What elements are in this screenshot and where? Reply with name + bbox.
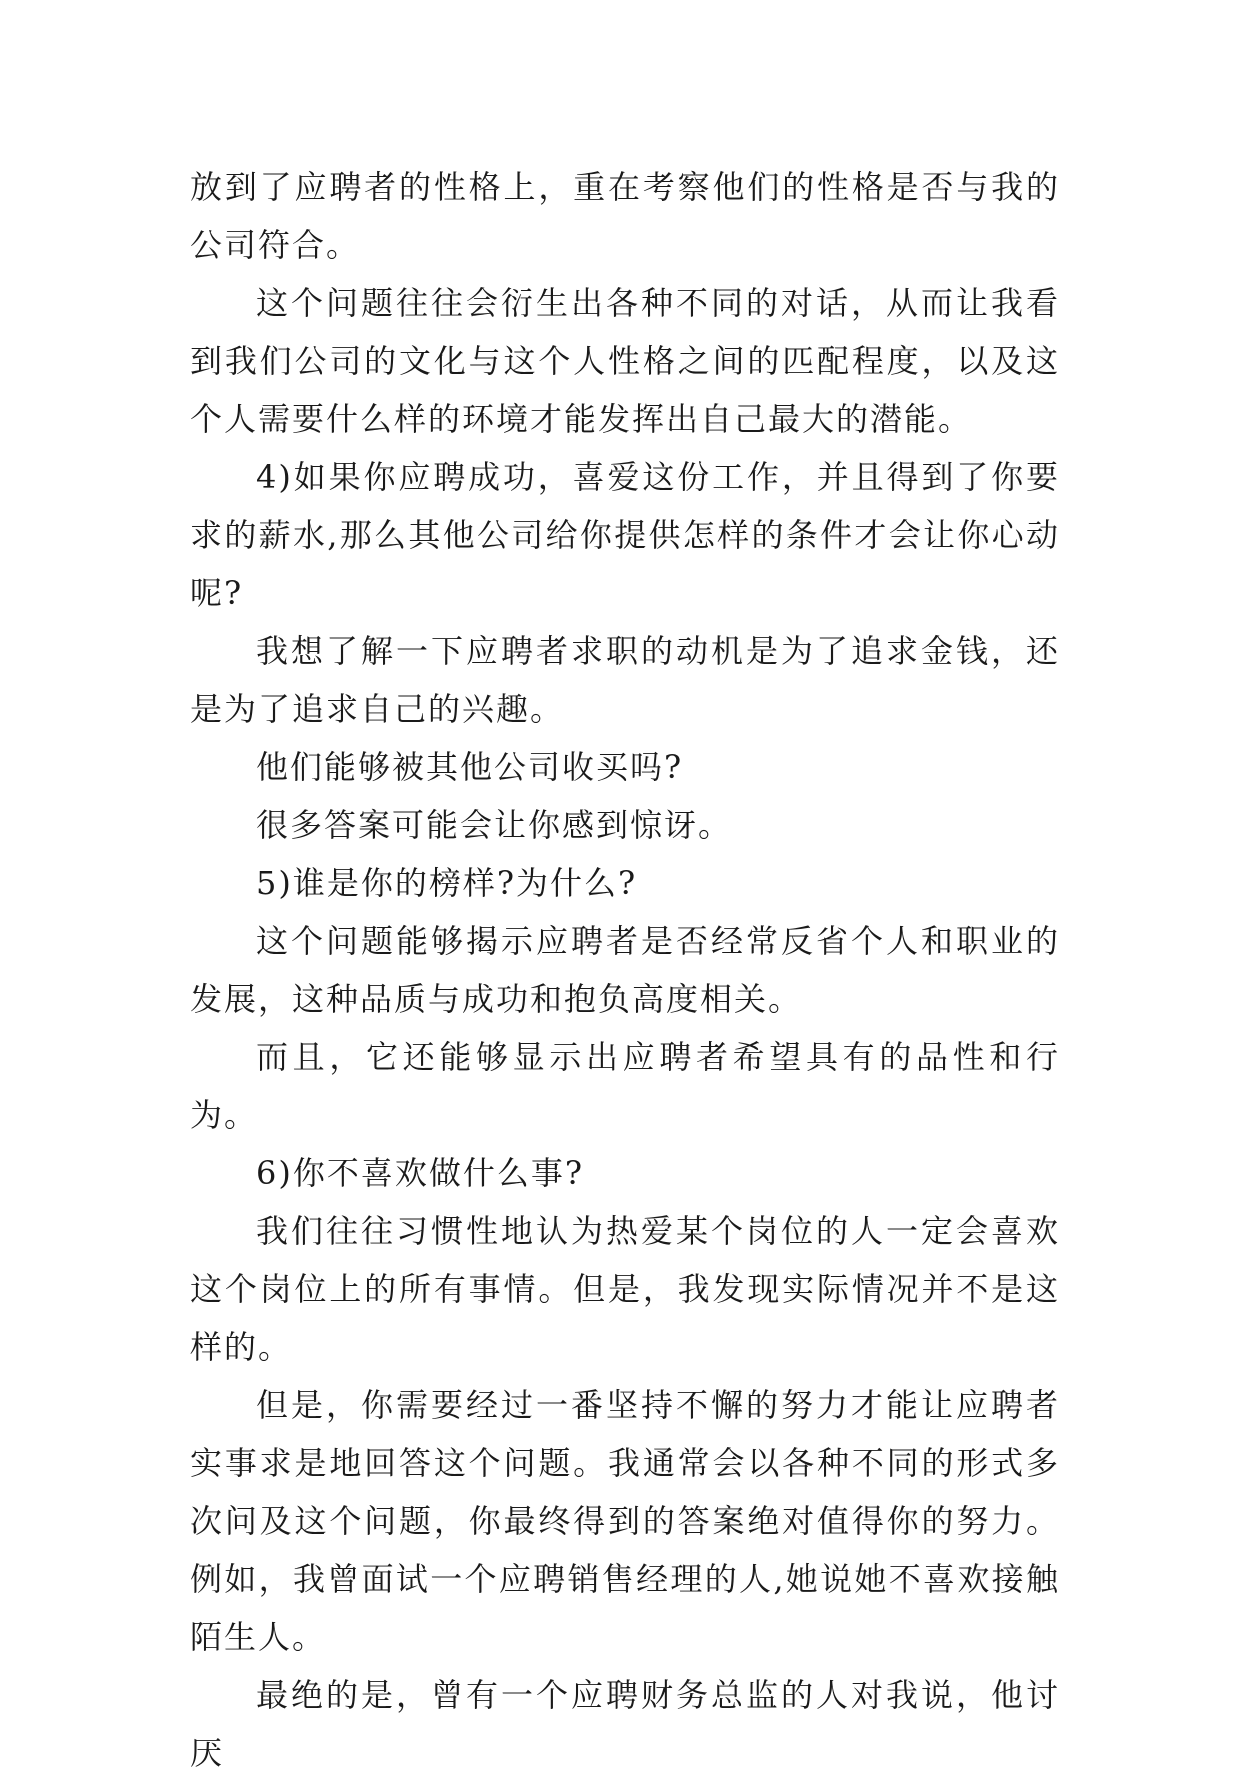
paragraph-3: 4)如果你应聘成功，喜爱这份工作，并且得到了你要求的薪水,那么其他公司给你提供怎样的条件才会让你心动呢? xyxy=(190,458,1060,612)
paragraph-9: 而且，它还能够显示出应聘者希望具有的品性和行为。 xyxy=(190,1038,1060,1134)
paragraph-10: 6)你不喜欢做什么事? xyxy=(256,1154,585,1192)
paragraph-11: 我们往往习惯性地认为热爱某个岗位的人一定会喜欢这个岗位上的所有事情。但是，我发现实际情况并不是这样的。 xyxy=(190,1212,1060,1366)
paragraph-7: 5)谁是你的榜样?为什么? xyxy=(256,864,638,902)
document-body xyxy=(190,158,1060,1782)
paragraph-2: 这个问题往往会衍生出各种不同的对话，从而让我看到我们公司的文化与这个人性格之间的匹配程度，以及这个人需要什么样的环境才能发挥出自己最大的潜能。 xyxy=(190,284,1060,438)
paragraph-8: 这个问题能够揭示应聘者是否经常反省个人和职业的发展，这种品质与成功和抱负高度相关。 xyxy=(190,922,1060,1018)
paragraph-1: 放到了应聘者的性格上，重在考察他们的性格是否与我的公司符合。 xyxy=(190,168,1060,264)
paragraph-5: 他们能够被其他公司收买吗? xyxy=(256,748,684,786)
paragraph-12: 但是，你需要经过一番坚持不懈的努力才能让应聘者实事求是地回答这个问题。我通常会以各种不同的形式多次问及这个问题，你最终得到的答案绝对值得你的努力。例如，我曾面试一个应聘销售经理的人,她说她不喜欢接触陌生人。 xyxy=(190,1386,1060,1656)
paragraph-13: 最绝的是，曾有一个应聘财务总监的人对我说，他讨厌 xyxy=(190,1676,1060,1772)
paragraph-6: 很多答案可能会让你感到惊讶。 xyxy=(256,806,733,844)
paragraph-4: 我想了解一下应聘者求职的动机是为了追求金钱，还是为了追求自己的兴趣。 xyxy=(190,632,1060,728)
